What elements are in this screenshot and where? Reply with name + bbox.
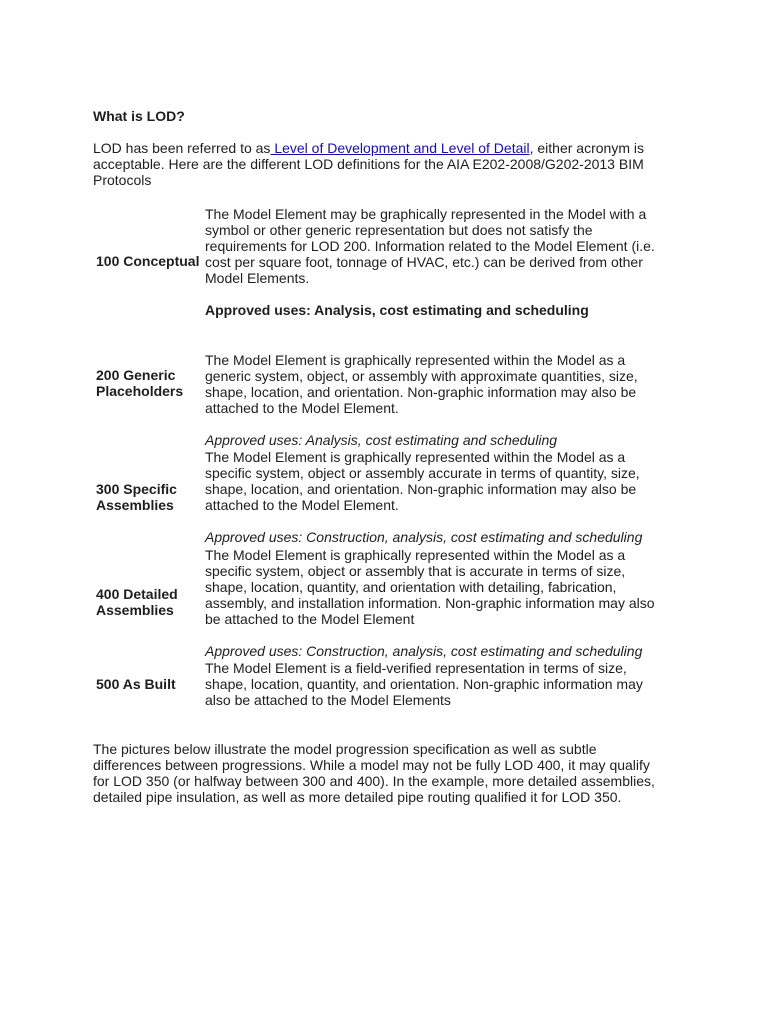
lod-row-300 xyxy=(93,449,668,545)
lod-description-500 xyxy=(205,660,667,708)
lod-label-300: 300 Specific Assemblies xyxy=(96,481,177,513)
lod-row-200 xyxy=(93,352,668,448)
lod-label-100: 100 Conceptual xyxy=(96,253,200,269)
lod-label-400: 400 Detailed Assemblies xyxy=(96,586,178,618)
intro-text-after-link: , either acronym is acceptable. Here are the different LOD definitions for the AIA E202-2008/G202-2013 BIM Protocols xyxy=(93,140,644,188)
lod-description-text-400: The Model Element is graphically represented within the Model as a specific system, object or assembly that is accurate in terms of size, shape, location, quantity, and orientation with detailing, fabrication, assembly, and installation information. Non-graphic information may also be attached to the Model Element xyxy=(205,547,655,627)
lod-approved-uses-300: Approved uses: Construction, analysis, cost estimating and scheduling xyxy=(205,529,643,545)
lod-description-300 xyxy=(205,449,667,545)
lod-description-text-100: The Model Element may be graphically represented in the Model with a symbol or other generic representation but does not satisfy the requirements for LOD 200. Information related to the Model Element (i.e. cost per square foot, tonnage of HVAC, etc.) can be derived from other Model Elements. xyxy=(205,206,655,286)
lod-row-500 xyxy=(93,660,668,708)
page-title: What is LOD? xyxy=(93,108,185,124)
lod-description-200 xyxy=(205,352,667,448)
lod-approved-uses-400: Approved uses: Construction, analysis, cost estimating and scheduling xyxy=(205,643,643,659)
lod-description-text-200: The Model Element is graphically represented within the Model as a generic system, object, or assembly with approximate quantities, size, shape, location, and orientation. Non-graphic information may also be attached to the Model Element. xyxy=(205,352,638,416)
lod-row-100 xyxy=(93,206,668,326)
lod-approved-uses-200: Approved uses: Analysis, cost estimating and scheduling xyxy=(205,432,558,448)
lod-description-100 xyxy=(205,206,667,318)
closing-paragraph: The pictures below illustrate the model progression specification as well as subtle differences between progressions. While a model may not be fully LOD 400, it may qualify for LOD 350 (or halfway between 300 and 400). In the example, more detailed assemblies, detailed pipe insulation, as well as more detailed pipe routing qualified it for LOD 350. xyxy=(93,741,655,805)
lod-label-500: 500 As Built xyxy=(96,676,176,692)
lod-row-400 xyxy=(93,547,668,659)
lod-description-text-300: The Model Element is graphically represented within the Model as a specific system, object or assembly accurate in terms of quantity, size, shape, location, and orientation. Non-graphic information may also be attached to the Model Element. xyxy=(205,449,640,513)
intro-text-before-link: LOD has been referred to as xyxy=(93,140,271,156)
lod-approved-uses-100: Approved uses: Analysis, cost estimating and scheduling xyxy=(205,302,589,318)
lod-definition-link[interactable]: Level of Development and Level of Detail xyxy=(270,140,530,156)
intro-paragraph xyxy=(93,140,668,188)
lod-description-400 xyxy=(205,547,667,659)
lod-label-200: 200 Generic Placeholders xyxy=(96,367,184,399)
lod-description-text-500: The Model Element is a field-verified representation in terms of size, shape, location, quantity, and orientation. Non-graphic information may also be attached to the Model Elements xyxy=(205,660,643,708)
